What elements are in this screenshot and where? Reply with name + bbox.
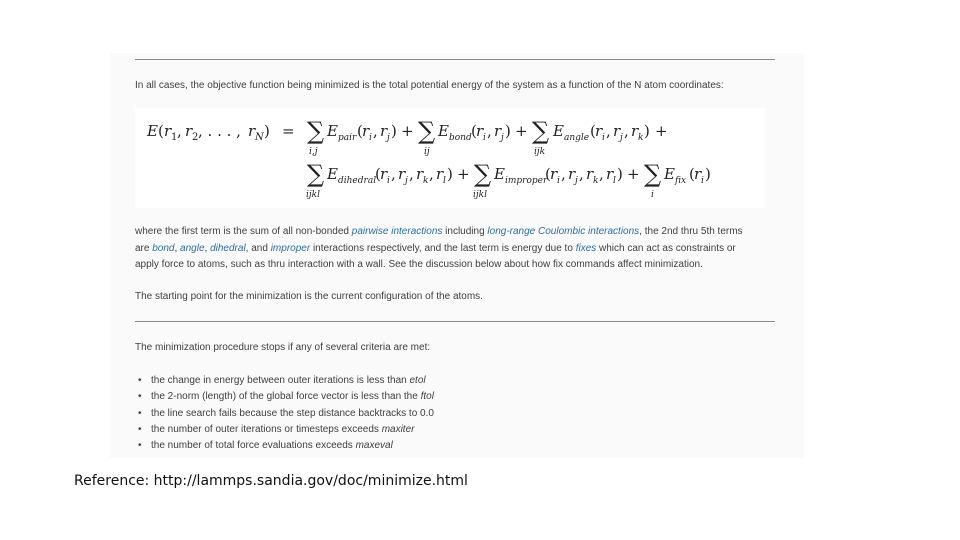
svg-text:i: i xyxy=(651,190,654,200)
svg-text:bond: bond xyxy=(449,133,472,143)
svg-text:E: E xyxy=(553,122,564,140)
svg-text:,: , xyxy=(599,165,604,183)
svg-text:fix: fix xyxy=(675,176,687,186)
svg-text:,: , xyxy=(391,165,396,183)
svg-text:r: r xyxy=(568,165,576,183)
svg-text:): ) xyxy=(505,122,511,140)
svg-text:): ) xyxy=(705,165,711,183)
fixes-link[interactable]: fixes xyxy=(575,242,597,254)
top-divider xyxy=(135,59,775,60)
svg-text:j: j xyxy=(620,133,623,143)
criteria-intro: The minimization procedure stops if any of several criteria are met: xyxy=(135,342,431,353)
explanation-line-3: apply force to atoms, such as thru interaction with a wall. See the discussion below about how fix commands affect minimization. xyxy=(135,259,703,270)
svg-text:(: ( xyxy=(357,122,363,140)
svg-text:ijk: ijk xyxy=(534,147,546,157)
svg-text:(: ( xyxy=(545,165,551,183)
svg-text:j: j xyxy=(387,133,390,143)
svg-text:i: i xyxy=(557,176,560,186)
middle-divider xyxy=(135,321,775,322)
svg-text:,: , xyxy=(561,165,566,183)
svg-text:+: + xyxy=(457,165,470,183)
criterion-text: the number of total force evaluations exceeds xyxy=(151,440,356,452)
svg-text:): ) xyxy=(447,165,453,183)
svg-text:, . . . ,: , . . . , xyxy=(198,122,241,140)
reference-caption: Reference: http://lammps.sandia.gov/doc/minimize.html xyxy=(74,473,468,489)
svg-text:,: , xyxy=(487,122,492,140)
criterion-text: the number of outer iterations or timesteps exceeds xyxy=(151,423,382,435)
angle-link[interactable]: angle xyxy=(180,242,205,254)
explanation-text: , the 2nd thru 5th terms xyxy=(639,226,743,237)
term-fix xyxy=(644,160,711,200)
svg-text:ijkl: ijkl xyxy=(473,190,488,200)
list-item xyxy=(138,438,758,454)
stopping-criteria-list xyxy=(138,373,758,454)
criterion-param: etol xyxy=(409,375,426,386)
svg-text:(: ( xyxy=(689,165,695,183)
svg-text:∑: ∑ xyxy=(644,160,662,188)
svg-text:i: i xyxy=(701,176,704,186)
svg-text:∑: ∑ xyxy=(474,160,492,188)
term-improper xyxy=(473,160,623,200)
svg-text:r: r xyxy=(613,122,621,140)
svg-text:improper: improper xyxy=(505,176,548,186)
improper-link[interactable]: improper xyxy=(270,242,311,254)
svg-text:i: i xyxy=(483,133,486,143)
svg-text:,: , xyxy=(373,122,378,140)
svg-text:i,j: i,j xyxy=(309,147,318,157)
svg-text:E: E xyxy=(664,165,675,183)
svg-text:k: k xyxy=(638,133,644,143)
svg-text:angle: angle xyxy=(564,133,590,143)
svg-text:r: r xyxy=(694,165,702,183)
svg-text:dihedral: dihedral xyxy=(338,176,377,186)
intro-paragraph: In all cases, the objective function being minimized is the total potential energy of the system as a function of the N atom coordinates: xyxy=(135,80,724,91)
criterion-param: ftol xyxy=(420,391,434,403)
list-item xyxy=(138,422,758,438)
svg-text:r: r xyxy=(416,165,424,183)
term-bond xyxy=(418,117,511,157)
equation-lhs xyxy=(146,122,270,143)
svg-text:E: E xyxy=(494,165,505,183)
svg-text:r: r xyxy=(362,122,370,140)
svg-text:r: r xyxy=(586,165,594,183)
svg-text:r: r xyxy=(436,165,444,183)
svg-text:1: 1 xyxy=(171,132,178,143)
svg-text:,: , xyxy=(429,165,434,183)
svg-text:r: r xyxy=(185,122,193,140)
explanation-text: , xyxy=(174,242,181,254)
explanation-text: where the first term is the sum of all non-bonded xyxy=(135,226,352,237)
explanation-text: , xyxy=(204,242,211,254)
svg-text:r: r xyxy=(606,165,614,183)
svg-text:): ) xyxy=(617,165,623,183)
explanation-line-2 xyxy=(135,241,780,258)
svg-text:r: r xyxy=(380,122,388,140)
criterion-text: the 2-norm (length) of the global force vector is less than the xyxy=(151,391,421,403)
svg-text:k: k xyxy=(593,176,599,186)
criterion-text: the line search fails because the step distance backtracks to 0.0 xyxy=(151,407,434,419)
svg-text:r: r xyxy=(380,165,388,183)
svg-text:): ) xyxy=(264,122,270,140)
explanation-text: interactions respectively, and the last term is energy due to xyxy=(310,242,576,254)
svg-text:,: , xyxy=(409,165,414,183)
svg-text:i: i xyxy=(602,133,605,143)
svg-text:(: ( xyxy=(375,165,381,183)
svg-text:+: + xyxy=(627,165,640,183)
term-pair xyxy=(307,117,397,157)
svg-text:+: + xyxy=(401,122,414,140)
svg-text:(: ( xyxy=(590,122,596,140)
long-range-coulombic-link[interactable]: long-range Coulombic interactions xyxy=(487,226,640,237)
svg-text:(: ( xyxy=(471,122,477,140)
dihedral-link[interactable]: dihedral xyxy=(210,242,246,254)
svg-text:): ) xyxy=(391,122,397,140)
svg-text:r: r xyxy=(494,122,502,140)
criterion-param: maxiter xyxy=(381,423,415,435)
explanation-line-1 xyxy=(135,224,780,241)
svg-text:): ) xyxy=(644,122,650,140)
svg-text:+: + xyxy=(655,122,668,140)
svg-text:∑: ∑ xyxy=(418,117,436,145)
svg-text:i: i xyxy=(369,133,372,143)
svg-text:j: j xyxy=(501,133,504,143)
svg-text:,: , xyxy=(177,122,182,140)
svg-text:∑: ∑ xyxy=(307,117,325,145)
energy-equation xyxy=(135,108,765,208)
starting-point-paragraph: The starting point for the minimization is the current configuration of the atoms. xyxy=(135,291,483,302)
list-item xyxy=(138,389,758,405)
svg-text:N: N xyxy=(255,132,264,143)
bond-link[interactable]: bond xyxy=(152,242,175,254)
criterion-param: maxeval xyxy=(355,440,393,452)
svg-text:r: r xyxy=(631,122,639,140)
svg-text:,: , xyxy=(606,122,611,140)
svg-text:(: ( xyxy=(158,122,164,140)
svg-text:r: r xyxy=(164,122,172,140)
svg-text:ijkl: ijkl xyxy=(306,190,321,200)
svg-text:r: r xyxy=(398,165,406,183)
svg-text:j: j xyxy=(405,176,408,186)
explanation-text: which can act as constraints or xyxy=(596,242,736,254)
svg-text:∑: ∑ xyxy=(532,117,550,145)
svg-text:r: r xyxy=(595,122,603,140)
pairwise-interactions-link[interactable]: pairwise interactions xyxy=(351,226,443,237)
svg-text:E: E xyxy=(147,122,158,140)
term-angle xyxy=(532,117,650,157)
explanation-text: are xyxy=(135,242,153,254)
criterion-text: the change in energy between outer iterations is less than xyxy=(151,375,410,386)
svg-text:∑: ∑ xyxy=(307,160,325,188)
svg-text:2: 2 xyxy=(192,132,199,143)
svg-text:l: l xyxy=(613,176,616,186)
svg-text:j: j xyxy=(575,176,578,186)
svg-text:,: , xyxy=(624,122,629,140)
documentation-screenshot xyxy=(110,53,804,458)
explanation-text: including xyxy=(442,226,488,237)
svg-text:+: + xyxy=(515,122,528,140)
explanation-text: , and xyxy=(245,242,271,254)
svg-text:r: r xyxy=(248,122,256,140)
svg-text:pair: pair xyxy=(338,133,357,143)
svg-text:ij: ij xyxy=(424,147,430,157)
svg-text:r: r xyxy=(550,165,558,183)
svg-text:E: E xyxy=(327,165,338,183)
svg-text:i: i xyxy=(387,176,390,186)
svg-text:E: E xyxy=(438,122,449,140)
svg-text:k: k xyxy=(423,176,429,186)
list-item xyxy=(138,406,758,422)
term-dihedral xyxy=(306,160,453,200)
equals-sign: = xyxy=(282,122,295,140)
svg-text:E: E xyxy=(327,122,338,140)
svg-text:r: r xyxy=(476,122,484,140)
svg-text:l: l xyxy=(443,176,446,186)
list-item xyxy=(138,373,758,389)
svg-text:,: , xyxy=(579,165,584,183)
